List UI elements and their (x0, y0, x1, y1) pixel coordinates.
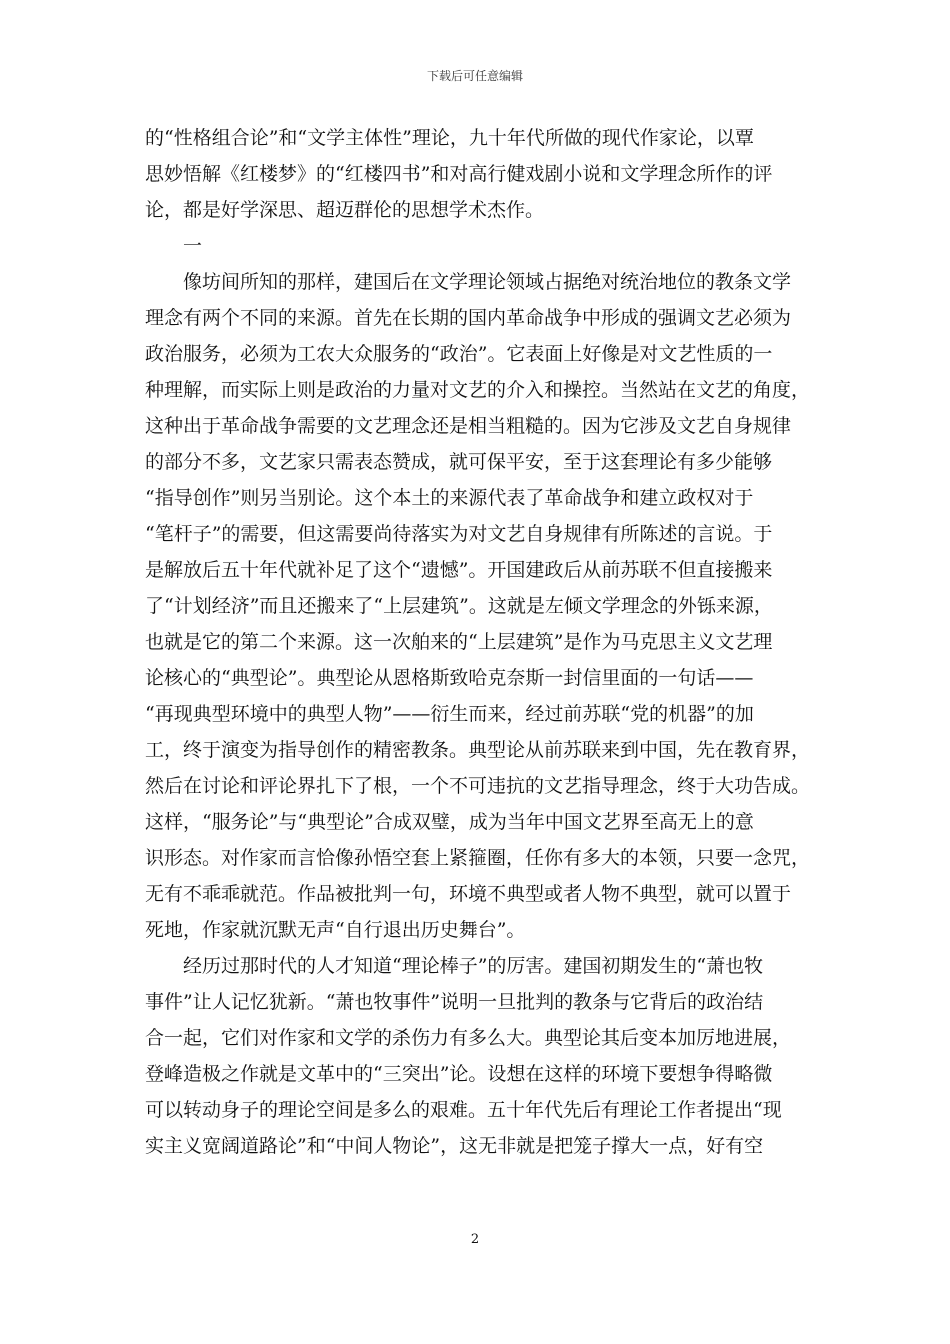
document-body (145, 120, 810, 1164)
text-line: “再现典型环境中的典型人物”——衍生而来，经过前苏联“党的机器”的加 (145, 703, 754, 725)
text-line: 了“计划经济”而且还搬来了“上层建筑”。这就是左倾文学理念的外铄来源， (145, 595, 773, 617)
text-line: 像坊间所知的那样，建国后在文学理论领域占据绝对统治地位的教条文学 (145, 271, 792, 293)
text-line: 经历过那时代的人才知道“理论棒子”的厉害。建国初期发生的“萧也牧 (145, 955, 764, 977)
text-line: 可以转动身子的理论空间是多么的艰难。五十年代先后有理论工作者提出“现 (145, 1099, 782, 1121)
text-line: 合一起，它们对作家和文学的杀伤力有多么大。典型论其后变本加厉地进展， (145, 1027, 792, 1049)
text-line: “笔杆子”的需要，但这需要尚待落实为对文艺自身规律有所陈述的言说。于 (145, 523, 773, 545)
text-line: 种理解，而实际上则是政治的力量对文艺的介入和操控。当然站在文艺的角度， (145, 379, 811, 401)
text-line: 然后在讨论和评论界扎下了根，一个不可违抗的文艺指导理念，终于大功告成。 (145, 775, 811, 797)
text-line: 实主义宽阔道路论”和“中间人物论”，这无非就是把笼子撑大一点，好有空 (145, 1135, 764, 1157)
text-line: 登峰造极之作就是文革中的“三突出”论。设想在这样的环境下要想争得略微 (145, 1063, 773, 1085)
text-line: 无有不乖乖就范。作品被批判一句，环境不典型或者人物不典型，就可以置于 (145, 883, 792, 905)
text-line: 论，都是好学深思、超迈群伦的思想学术杰作。 (145, 199, 545, 221)
text-line: 的“性格组合论”和“文学主体性”理论，九十年代所做的现代作家论，以覃 (145, 127, 754, 149)
text-line: 论核心的“典型论”。典型论从恩格斯致哈克奈斯一封信里面的一句话—— (145, 667, 754, 689)
text-line: 思妙悟解《红楼梦》的“红楼四书”和对高行健戏剧小说和文学理念所作的评 (145, 163, 773, 185)
text-line: 死地，作家就沉默无声“自行退出历史舞台”。 (145, 919, 526, 941)
page-number: 2 (470, 1232, 480, 1247)
text-line: 一 (145, 235, 203, 257)
text-line: 理念有两个不同的来源。首先在长期的国内革命战争中形成的强调文艺必须为 (145, 307, 792, 329)
text-line: 识形态。对作家而言恰像孙悟空套上紧箍圈，任你有多大的本领，只要一念咒， (145, 847, 811, 869)
text-line: 这样，“服务论”与“典型论”合成双璧，成为当年中国文艺界至高无上的意 (145, 811, 754, 833)
text-line: 这种出于革命战争需要的文艺理念还是相当粗糙的。因为它涉及文艺自身规律 (145, 415, 792, 437)
text-line: 政治服务，必须为工农大众服务的“政治”。它表面上好像是对文艺性质的一 (145, 343, 773, 365)
text-line: “指导创作”则另当别论。这个本土的来源代表了革命战争和建立政权对于 (145, 487, 754, 509)
text-line: 是解放后五十年代就补足了这个“遗憾”。开国建政后从前苏联不但直接搬来 (145, 559, 773, 581)
text-line: 事件”让人记忆犹新。“萧也牧事件”说明一旦批判的教条与它背后的政治结 (145, 991, 764, 1013)
page-header: 下载后可任意编辑 (426, 69, 523, 83)
text-line: 也就是它的第二个来源。这一次舶来的“上层建筑”是作为马克思主义文艺理 (145, 631, 773, 653)
text-line: 工，终于演变为指导创作的精密教条。典型论从前苏联来到中国，先在教育界， (145, 739, 811, 761)
text-line: 的部分不多，文艺家只需表态赞成，就可保平安，至于这套理论有多少能够 (145, 451, 773, 473)
